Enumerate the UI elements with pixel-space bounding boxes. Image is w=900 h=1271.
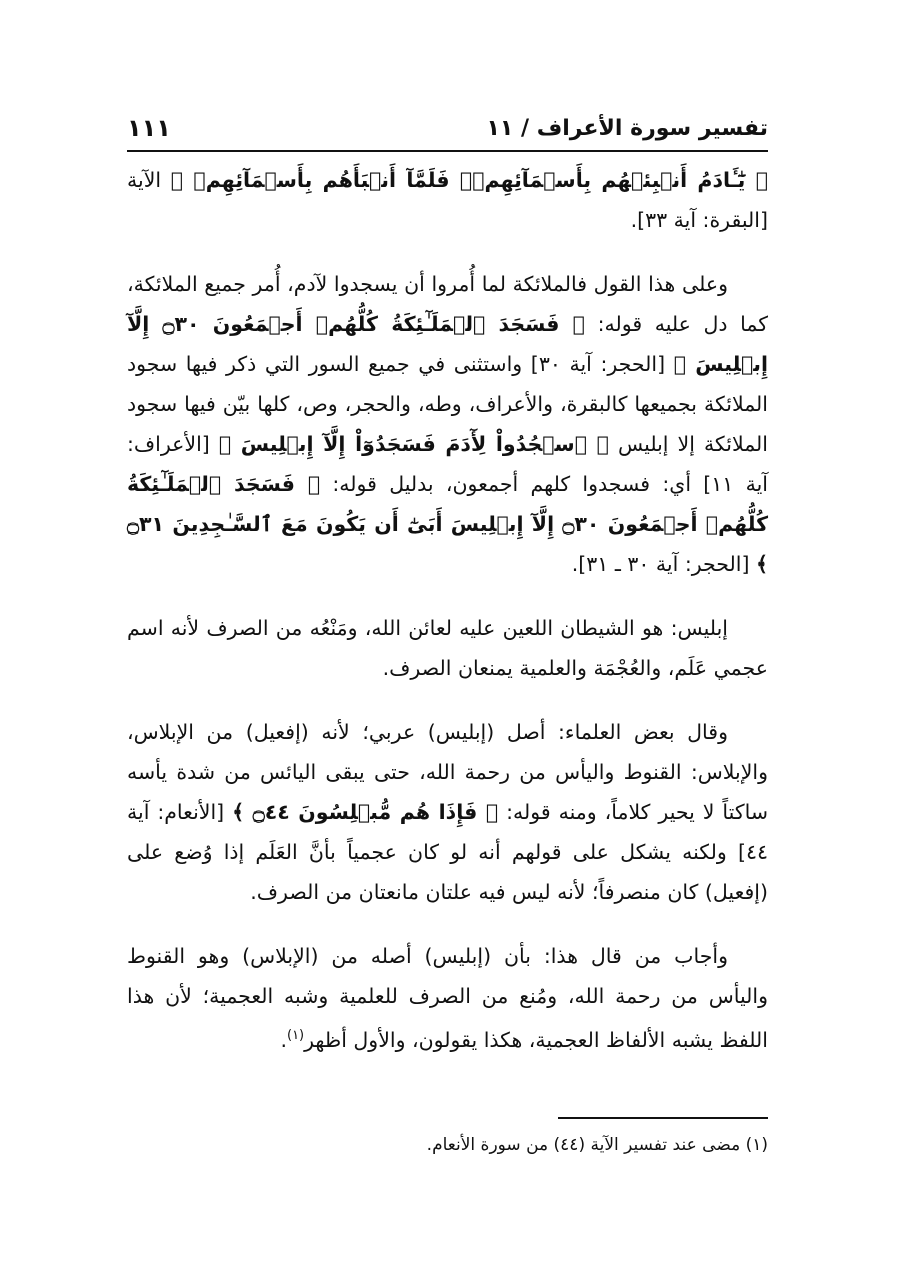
- paragraph-angels-prostration: [127, 264, 768, 584]
- text-segment: إبليس: هو الشيطان اللعين عليه لعائن الله، ومَنْعُه من الصرف لأنه اسم عجمي عَلَم، والعُجْمَة والعلمية يمنعان الصرف.: [127, 616, 768, 680]
- text-segment: وأجاب من قال هذا: بأن (إبليس) أصله من (الإبلاس) وهو القنوط واليأس من رحمة الله، ومُنع من الصرف للعلمية وشبه العجمية؛ لأن هذا اللفظ يشبه الألفاظ العجمية، هكذا يقولون، والأول أظهر: [127, 944, 768, 1052]
- quran-verse: ﴿ ٱسۡجُدُواْ لِأٓدَمَ فَسَجَدُوٓاْ إِلَّآ إِبۡلِيسَ ﴾: [218, 432, 609, 456]
- paragraph-scholars-opinion: [127, 712, 768, 912]
- paragraph-iblis-definition: [127, 608, 768, 688]
- text-segment: [الحجر: آية ٣٠ ـ ٣١].: [571, 552, 756, 576]
- quran-verse: ﴿ فَسَجَدَ ٱلۡمَلَـٰٓئِكَةُ كُلُّهُمۡ أَجۡمَعُونَ ۝٣٠ إِلَّآ إِبۡلِيسَ ﴾: [127, 312, 768, 376]
- text-segment: [الأنعام: آية ٤٤] ولكنه يشكل على قولهم أنه لو كان عجمياً بأنَّ العَلَم إذا وُضع على (إفعيل) كان منصرفاً؛ لأنه ليس فيه علتان مانعتان من الصرف.: [127, 800, 768, 904]
- page-header: [127, 108, 768, 152]
- header-rule: [127, 150, 768, 152]
- page-number: ١١١: [127, 114, 171, 142]
- quran-verse: ﴿ يَٰٓـَٔادَمُ أَنۢبِئۡهُم بِأَسۡمَآئِهِمۡۖ فَلَمَّآ أَنۢبَأَهُم بِأَسۡمَآئِهِمۡ ﴾: [170, 168, 768, 192]
- text-segment: [الأعراف: آية ١١] أي: فسجدوا كلهم أجمعون، بدليل قوله:: [127, 432, 768, 496]
- footnote: (١) مضى عند تفسير الآية (٤٤) من سورة الأنعام.: [426, 1135, 768, 1155]
- footnote-rule: [558, 1117, 768, 1119]
- text-segment: الآية [البقرة: آية ٣٣].: [127, 168, 768, 232]
- text-segment: [الحجر: آية ٣٠] واستثنى في جميع السور التي ذكر فيها سجود الملائكة بجميعها كالبقرة، والأعراف، وطه، والحجر، وص، كلها بيّن فيها سجود الملائكة إلا إبليس: [127, 352, 768, 456]
- paragraph-answer: [127, 936, 768, 1060]
- footnote-marker: (١): [286, 1028, 305, 1043]
- text-segment: وعلى هذا القول فالملائكة لما أُمروا أن يسجدوا لآدم، أُمر جميع الملائكة، كما دل عليه قوله:: [127, 272, 768, 336]
- quran-verse: ﴿ فَإِذَا هُم مُّبۡلِسُونَ ۝٤٤ ﴾: [232, 800, 499, 824]
- text-segment: .: [280, 1027, 287, 1052]
- paragraph-verse-baqara: [127, 160, 768, 240]
- body-text: [127, 160, 768, 1060]
- text-segment: وقال بعض العلماء: أصل (إبليس) عربي؛ لأنه (إفعيل) من الإبلاس، والإبلاس: القنوط واليأس من رحمة الله، حتى يبقى اليائس من شدة يأسه ساكتاً لا يحير كلاماً، ومنه قوله:: [127, 720, 769, 824]
- running-title: تفسير سورة الأعراف / ١١: [486, 116, 768, 141]
- quran-verse: ﴿ فَسَجَدَ ٱلۡمَلَـٰٓئِكَةُ كُلُّهُمۡ أَجۡمَعُونَ ۝٣٠ إِلَّآ إِبۡلِيسَ أَبَىٰٓ أَن يَكُونَ مَعَ ٱلسَّـٰجِدِينَ ۝٣١ ﴾: [127, 472, 769, 576]
